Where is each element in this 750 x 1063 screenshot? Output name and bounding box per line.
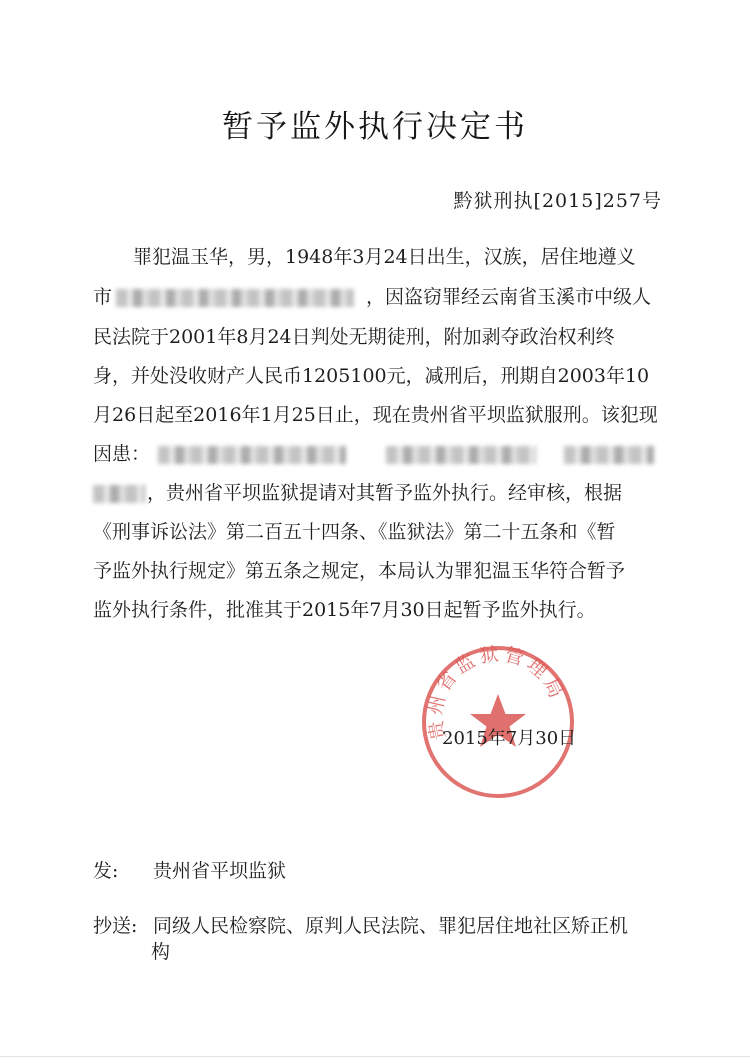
body-line-6-prefix: 因患：	[93, 443, 151, 465]
body-line-7-suffix: ，贵州省平坝监狱提请对其暂予监外执行。经审核，根据	[147, 482, 623, 504]
send-to-value: 贵州省平坝监狱	[153, 860, 287, 882]
body-line-1: 罪犯温玉华，男，1948年3月24日出生，汉族，居住地遵义	[133, 246, 636, 268]
body-line-2-prefix: 市	[93, 286, 113, 308]
cc-row	[93, 912, 628, 940]
body-line-2-suffix: ，因盗窃罪经云南省玉溪市中级人	[366, 286, 652, 308]
body-line-6	[93, 440, 654, 468]
send-to-row	[93, 857, 286, 885]
redacted-diagnosis-4	[93, 485, 145, 503]
redacted-diagnosis-2	[386, 446, 536, 464]
body-line-8: 《刑事诉讼法》第二百五十四条、《监狱法》第二十五条和《暂	[93, 521, 616, 543]
issue-date: 2015年7月30日	[442, 728, 577, 749]
body-line-7	[93, 479, 622, 507]
document-title: 暂予监外执行决定书	[222, 109, 528, 145]
cc-value-line1: 同级人民检察院、原判人民法院、罪犯居住地社区矫正机	[153, 915, 629, 937]
seal-text: 贵州省监狱管理局	[424, 642, 569, 742]
body-line-4: 身，并处没收财产人民币1205100元，减刑后，刑期自2003年10	[93, 365, 650, 387]
redacted-diagnosis-3	[564, 446, 654, 464]
cc-label: 抄送:	[93, 915, 138, 937]
redacted-diagnosis-1	[158, 446, 346, 464]
body-line-2	[93, 283, 651, 311]
redacted-address	[116, 289, 354, 307]
body-line-3: 民法院于2001年8月24日判处无期徒刑，附加剥夺政治权利终	[93, 326, 615, 348]
send-label: 发:	[93, 860, 119, 882]
body-line-10: 监外执行条件，批准其于2015年7月30日起暂予监外执行。	[93, 599, 596, 621]
page-bottom-edge	[0, 1056, 750, 1057]
official-seal	[418, 642, 578, 802]
document-number: 黔狱刑执[2015]257号	[453, 190, 662, 212]
body-line-5: 月26日起至2016年1月25日止，现在贵州省平坝监狱服刑。该犯现	[93, 404, 658, 426]
cc-value-line2: 构	[151, 941, 171, 963]
body-line-9: 予监外执行规定》第五条之规定，本局认为罪犯温玉华符合暂予	[93, 560, 626, 582]
